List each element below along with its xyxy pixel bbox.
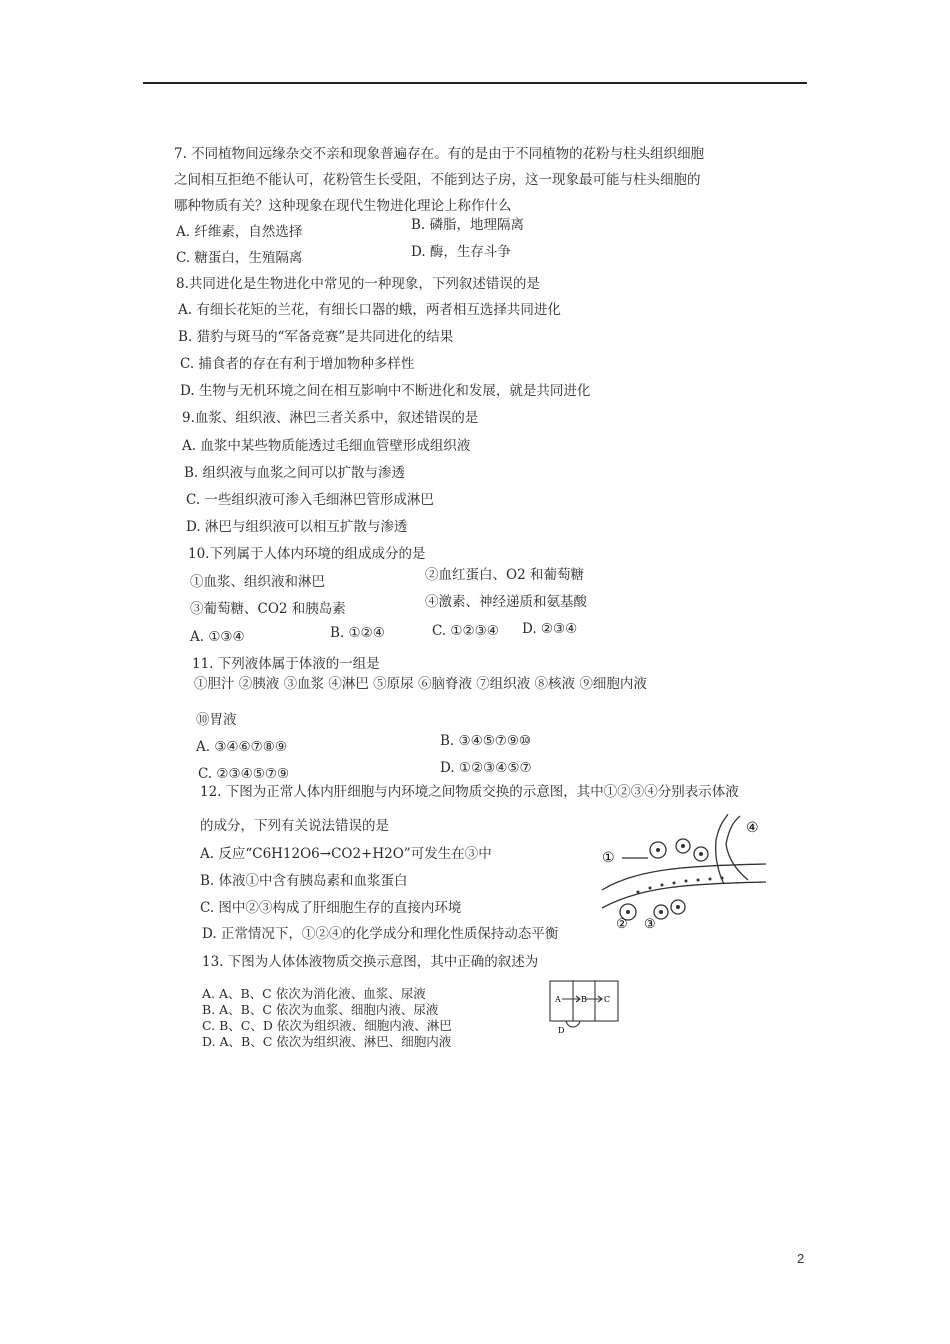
question-9-option-a: A. 血浆中某些物质能透过毛细血管壁形成组织液 xyxy=(182,438,471,454)
figure-12-label-1: ① xyxy=(602,850,615,866)
question-11-option-b: B. ③④⑤⑦⑨⑩ xyxy=(440,733,532,749)
figure-13-label-c: C xyxy=(604,995,611,1004)
question-9-stem: 9.血浆、组织液、淋巴三者关系中，叙述错误的是 xyxy=(182,410,479,426)
question-9-option-c: C. 一些组织液可渗入毛细淋巴管形成淋巴 xyxy=(186,492,434,508)
question-10-stem: 10.下列属于人体内环境的组成成分的是 xyxy=(188,546,426,562)
question-8-option-b: B. 猎豹与斑马的“军备竞赛”是共同进化的结果 xyxy=(178,329,454,345)
question-10-item-3: ③葡萄糖、CO2 和胰岛素 xyxy=(190,601,346,617)
question-10-option-b: B. ①②④ xyxy=(330,625,385,641)
question-9-option-d: D. 淋巴与组织液可以相互扩散与渗透 xyxy=(186,519,408,535)
question-11-option-a: A. ③④⑥⑦⑧⑨ xyxy=(196,739,287,755)
page-number: 2 xyxy=(797,1251,805,1266)
question-11-option-d: D. ①②③④⑤⑦ xyxy=(440,760,532,776)
question-12-option-b: B. 体液①中含有胰岛素和血浆蛋白 xyxy=(200,873,408,889)
question-8-option-d: D. 生物与无机环境之间在相互影响中不断进化和发展，就是共同进化 xyxy=(180,383,591,399)
question-12-stem-line1: 12. 下图为正常人体内肝细胞与内环境之间物质交换的示意图，其中①②③④分别表示体液 xyxy=(200,784,739,800)
question-12-option-c: C. 图中②③构成了肝细胞生存的直接内环境 xyxy=(200,900,462,916)
question-7-option-c: C. 糖蛋白，生殖隔离 xyxy=(176,250,303,266)
question-7-option-a: A. 纤维素，自然选择 xyxy=(176,224,303,240)
question-10-option-c: C. ①②③④ xyxy=(432,623,499,639)
question-8-stem: 8.共同进化是生物进化中常见的一种现象，下列叙述错误的是 xyxy=(176,276,540,292)
question-13-option-b: B. A、B、C 依次为血浆、细胞内液、尿液 xyxy=(202,1002,439,1017)
question-10-option-a: A. ①③④ xyxy=(190,629,245,645)
header-rule xyxy=(143,82,807,84)
question-11-items-cont: ⑩胃液 xyxy=(196,712,237,728)
question-11-stem: 11. 下列液体属于体液的一组是 xyxy=(192,656,380,672)
figure-12-label-4: ④ xyxy=(746,820,759,836)
figure-13-label-b: B xyxy=(581,995,587,1004)
question-13-option-d: D. A、B、C 依次为组织液、淋巴、细胞内液 xyxy=(202,1034,452,1049)
question-12-option-d: D. 正常情况下，①②④的化学成分和理化性质保持动态平衡 xyxy=(202,926,559,942)
figure-12-label-3: ③ xyxy=(644,917,656,930)
question-12-option-a: A. 反应“C6H12O6→CO2+H2O”可发生在③中 xyxy=(200,846,492,862)
question-10-item-2: ②血红蛋白、O2 和葡萄糖 xyxy=(425,567,584,583)
figure-13-label-a: A xyxy=(555,995,561,1004)
question-9-option-b: B. 组织液与血浆之间可以扩散与渗透 xyxy=(184,465,406,481)
figure-13-label-d: D xyxy=(558,1026,565,1035)
figure-liver-cell-exchange xyxy=(598,810,768,930)
question-7-stem-line1: 7. 不同植物间远缘杂交不亲和现象普遍存在。有的是由于不同植物的花粉与柱头组织细胞 xyxy=(174,146,705,162)
question-10-item-1: ①血浆、组织液和淋巴 xyxy=(190,574,325,590)
question-7-stem-line3: 哪种物质有关？这种现象在现代生物进化理论上称作什么 xyxy=(174,198,512,214)
question-7-option-d: D. 酶，生存斗争 xyxy=(411,244,511,260)
question-7-option-b: B. 磷脂，地理隔离 xyxy=(411,217,525,233)
figure-12-label-2: ② xyxy=(616,917,628,930)
question-7-stem-line2: 之间相互拒绝不能认可，花粉管生长受阻，不能到达子房，这一现象最可能与柱头细胞的 xyxy=(174,172,701,188)
question-8-option-c: C. 捕食者的存在有利于增加物种多样性 xyxy=(180,356,415,372)
figure-body-fluid-exchange xyxy=(548,977,620,1035)
question-10-option-d: D. ②③④ xyxy=(522,621,578,637)
question-11-option-c: C. ②③④⑤⑦⑨ xyxy=(198,766,290,782)
question-13-stem: 13. 下图为人体体液物质交换示意图，其中正确的叙述为 xyxy=(202,954,539,970)
question-13-option-c: C. B、C、D 依次为组织液、细胞内液、淋巴 xyxy=(202,1018,452,1033)
question-11-items: ①胆汁 ②胰液 ③血浆 ④淋巴 ⑤原尿 ⑥脑脊液 ⑦组织液 ⑧核液 ⑨细胞内液 xyxy=(194,676,647,692)
question-8-option-a: A. 有细长花矩的兰花，有细长口器的蛾，两者相互选择共同进化 xyxy=(178,302,561,318)
question-13-option-a: A. A、B、C 依次为消化液、血浆、尿液 xyxy=(202,986,426,1001)
question-12-stem-line2: 的成分，下列有关说法错误的是 xyxy=(200,818,389,834)
question-10-item-4: ④激素、神经递质和氨基酸 xyxy=(425,594,587,610)
